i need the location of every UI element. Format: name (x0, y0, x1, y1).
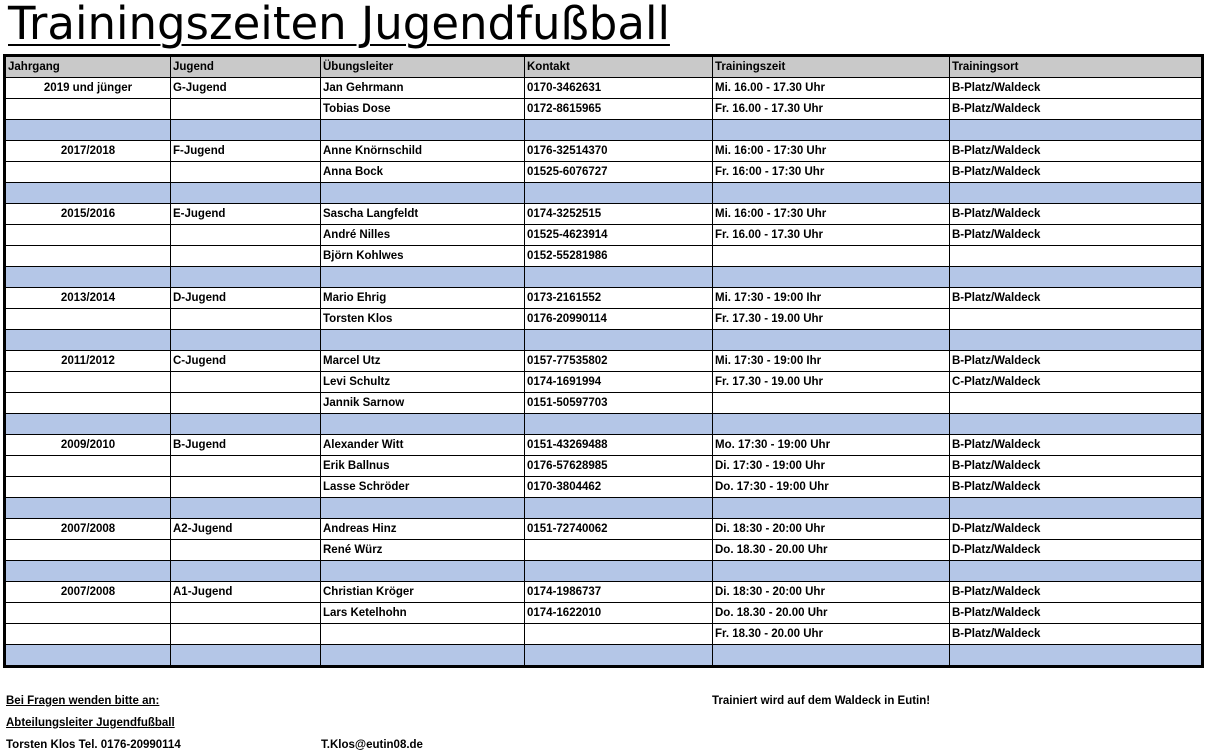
cell-jugend (171, 372, 321, 393)
separator-cell (525, 498, 713, 519)
cell-jahrgang (6, 99, 171, 120)
cell-kontakt: 0174-3252515 (525, 204, 713, 225)
table-row (6, 435, 1202, 456)
separator-cell (950, 183, 1202, 204)
separator-cell (713, 498, 950, 519)
cell-jahrgang (6, 603, 171, 624)
cell-trainingsort: B-Platz/Waldeck (950, 603, 1202, 624)
cell-trainingszeit: Do. 18.30 - 20.00 Uhr (713, 540, 950, 561)
cell-kontakt: 0151-50597703 (525, 393, 713, 414)
cell-kontakt: 0151-43269488 (525, 435, 713, 456)
table-row (6, 225, 1202, 246)
cell-jahrgang (6, 372, 171, 393)
cell-jahrgang (6, 309, 171, 330)
cell-kontakt: 01525-4623914 (525, 225, 713, 246)
cell-jahrgang: 2017/2018 (6, 141, 171, 162)
cell-kontakt: 0151-72740062 (525, 519, 713, 540)
cell-jahrgang (6, 624, 171, 645)
cell-jugend: D-Jugend (171, 288, 321, 309)
cell-trainingsort: B-Platz/Waldeck (950, 477, 1202, 498)
cell-jahrgang: 2007/2008 (6, 519, 171, 540)
cell-trainingszeit: Di. 17:30 - 19:00 Uhr (713, 456, 950, 477)
cell-jugend (171, 246, 321, 267)
separator-cell (525, 561, 713, 582)
cell-jahrgang: 2019 und jünger (6, 78, 171, 99)
cell-trainingszeit: Mo. 17:30 - 19:00 Uhr (713, 435, 950, 456)
separator-cell (713, 267, 950, 288)
cell-uebungsleiter: Alexander Witt (321, 435, 525, 456)
cell-uebungsleiter: Tobias Dose (321, 99, 525, 120)
separator-cell (171, 561, 321, 582)
training-table (3, 54, 1204, 668)
cell-kontakt: 0176-57628985 (525, 456, 713, 477)
cell-jahrgang (6, 225, 171, 246)
separator-cell (6, 498, 171, 519)
table-row (6, 141, 1202, 162)
cell-jugend (171, 456, 321, 477)
separator-cell (525, 267, 713, 288)
cell-jugend (171, 624, 321, 645)
table-row (6, 99, 1202, 120)
separator-cell (6, 120, 171, 141)
cell-kontakt: 0173-2161552 (525, 288, 713, 309)
cell-jugend (171, 393, 321, 414)
cell-trainingsort: B-Platz/Waldeck (950, 624, 1202, 645)
cell-kontakt: 0170-3462631 (525, 78, 713, 99)
separator-cell (713, 645, 950, 666)
separator-cell (6, 645, 171, 666)
cell-jahrgang: 2013/2014 (6, 288, 171, 309)
separator-cell (950, 120, 1202, 141)
cell-jugend (171, 477, 321, 498)
cell-kontakt: 0176-32514370 (525, 141, 713, 162)
group-separator-row (6, 330, 1202, 351)
separator-cell (713, 414, 950, 435)
cell-trainingszeit (713, 393, 950, 414)
cell-uebungsleiter: Erik Ballnus (321, 456, 525, 477)
cell-uebungsleiter: Anne Knörnschild (321, 141, 525, 162)
cell-jugend (171, 309, 321, 330)
separator-cell (321, 645, 525, 666)
cell-trainingszeit: Mi. 16:00 - 17:30 Uhr (713, 204, 950, 225)
cell-uebungsleiter: Anna Bock (321, 162, 525, 183)
separator-cell (171, 414, 321, 435)
footer-role: Abteilungsleiter Jugendfußball (6, 717, 175, 729)
cell-trainingszeit: Mi. 17:30 - 19:00 Ihr (713, 288, 950, 309)
group-separator-row (6, 645, 1202, 666)
cell-kontakt: 0174-1691994 (525, 372, 713, 393)
cell-kontakt: 0152-55281986 (525, 246, 713, 267)
cell-jahrgang (6, 477, 171, 498)
header-kontakt: Kontakt (525, 57, 713, 78)
cell-jugend: F-Jugend (171, 141, 321, 162)
header-uebungsleiter: Übungsleiter (321, 57, 525, 78)
cell-trainingszeit: Fr. 18.30 - 20.00 Uhr (713, 624, 950, 645)
separator-cell (950, 645, 1202, 666)
cell-uebungsleiter: Lars Ketelhohn (321, 603, 525, 624)
separator-cell (713, 183, 950, 204)
group-separator-row (6, 183, 1202, 204)
cell-jugend (171, 99, 321, 120)
cell-trainingszeit: Di. 18:30 - 20:00 Uhr (713, 582, 950, 603)
cell-trainingszeit: Fr. 17.30 - 19.00 Uhr (713, 372, 950, 393)
table-row (6, 78, 1202, 99)
header-trainingsort: Trainingsort (950, 57, 1202, 78)
separator-cell (525, 645, 713, 666)
group-separator-row (6, 561, 1202, 582)
cell-jahrgang (6, 162, 171, 183)
separator-cell (321, 561, 525, 582)
cell-trainingszeit: Mi. 16:00 - 17:30 Uhr (713, 141, 950, 162)
table-row (6, 477, 1202, 498)
separator-cell (171, 330, 321, 351)
separator-cell (525, 414, 713, 435)
cell-uebungsleiter: René Würz (321, 540, 525, 561)
separator-cell (6, 561, 171, 582)
cell-kontakt: 0176-20990114 (525, 309, 713, 330)
cell-jugend: C-Jugend (171, 351, 321, 372)
table-header-row (6, 57, 1202, 78)
group-separator-row (6, 267, 1202, 288)
cell-jahrgang: 2011/2012 (6, 351, 171, 372)
separator-cell (321, 414, 525, 435)
cell-uebungsleiter: Björn Kohlwes (321, 246, 525, 267)
cell-kontakt (525, 624, 713, 645)
table-row (6, 372, 1202, 393)
cell-trainingszeit: Do. 17:30 - 19:00 Uhr (713, 477, 950, 498)
cell-uebungsleiter: Marcel Utz (321, 351, 525, 372)
separator-cell (321, 498, 525, 519)
table-row (6, 624, 1202, 645)
separator-cell (171, 645, 321, 666)
table-row (6, 519, 1202, 540)
group-separator-row (6, 498, 1202, 519)
table-row (6, 288, 1202, 309)
cell-uebungsleiter: André Nilles (321, 225, 525, 246)
cell-uebungsleiter (321, 624, 525, 645)
cell-jahrgang (6, 540, 171, 561)
cell-uebungsleiter: Torsten Klos (321, 309, 525, 330)
cell-trainingsort (950, 309, 1202, 330)
cell-jugend (171, 603, 321, 624)
cell-kontakt: 0170-3804462 (525, 477, 713, 498)
separator-cell (525, 330, 713, 351)
cell-jugend (171, 540, 321, 561)
cell-kontakt (525, 540, 713, 561)
cell-uebungsleiter: Levi Schultz (321, 372, 525, 393)
cell-uebungsleiter: Lasse Schröder (321, 477, 525, 498)
separator-cell (950, 267, 1202, 288)
cell-jahrgang (6, 456, 171, 477)
cell-trainingszeit: Fr. 17.30 - 19.00 Uhr (713, 309, 950, 330)
separator-cell (6, 330, 171, 351)
separator-cell (6, 183, 171, 204)
separator-cell (6, 414, 171, 435)
table-row (6, 603, 1202, 624)
cell-jahrgang: 2009/2010 (6, 435, 171, 456)
separator-cell (713, 330, 950, 351)
table-row (6, 204, 1202, 225)
separator-cell (171, 498, 321, 519)
separator-cell (321, 267, 525, 288)
cell-kontakt: 0174-1986737 (525, 582, 713, 603)
table-row (6, 540, 1202, 561)
cell-trainingszeit: Mi. 17:30 - 19:00 Ihr (713, 351, 950, 372)
cell-uebungsleiter: Andreas Hinz (321, 519, 525, 540)
cell-jugend (171, 225, 321, 246)
table-body (6, 57, 1202, 666)
cell-kontakt: 0157-77535802 (525, 351, 713, 372)
cell-uebungsleiter: Jannik Sarnow (321, 393, 525, 414)
table-row (6, 246, 1202, 267)
cell-jugend: A1-Jugend (171, 582, 321, 603)
cell-jahrgang: 2015/2016 (6, 204, 171, 225)
separator-cell (321, 120, 525, 141)
cell-trainingsort: B-Platz/Waldeck (950, 435, 1202, 456)
footer-questions: Bei Fragen wenden bitte an: (6, 695, 160, 707)
group-separator-row (6, 414, 1202, 435)
separator-cell (171, 267, 321, 288)
separator-cell (713, 120, 950, 141)
header-jugend: Jugend (171, 57, 321, 78)
table-row (6, 582, 1202, 603)
cell-trainingsort (950, 246, 1202, 267)
cell-trainingszeit (713, 246, 950, 267)
page-title: Trainingszeiten Jugendfußball (8, 0, 670, 50)
cell-trainingszeit: Do. 18.30 - 20.00 Uhr (713, 603, 950, 624)
separator-cell (321, 330, 525, 351)
separator-cell (950, 414, 1202, 435)
cell-trainingsort: B-Platz/Waldeck (950, 288, 1202, 309)
cell-jugend (171, 162, 321, 183)
cell-trainingsort: B-Platz/Waldeck (950, 225, 1202, 246)
cell-uebungsleiter: Jan Gehrmann (321, 78, 525, 99)
cell-trainingszeit: Mi. 16.00 - 17.30 Uhr (713, 78, 950, 99)
cell-kontakt: 0174-1622010 (525, 603, 713, 624)
cell-trainingsort: B-Platz/Waldeck (950, 78, 1202, 99)
cell-trainingsort (950, 393, 1202, 414)
table-row (6, 162, 1202, 183)
table-row (6, 351, 1202, 372)
table-row (6, 456, 1202, 477)
cell-jahrgang (6, 393, 171, 414)
separator-cell (321, 183, 525, 204)
separator-cell (950, 330, 1202, 351)
separator-cell (525, 120, 713, 141)
cell-trainingsort: B-Platz/Waldeck (950, 162, 1202, 183)
cell-trainingsort: B-Platz/Waldeck (950, 351, 1202, 372)
separator-cell (171, 120, 321, 141)
cell-trainingsort: B-Platz/Waldeck (950, 141, 1202, 162)
separator-cell (950, 498, 1202, 519)
separator-cell (6, 267, 171, 288)
table-row (6, 309, 1202, 330)
cell-kontakt: 0172-8615965 (525, 99, 713, 120)
separator-cell (713, 561, 950, 582)
cell-jugend: B-Jugend (171, 435, 321, 456)
cell-trainingszeit: Fr. 16.00 - 17.30 Uhr (713, 225, 950, 246)
cell-uebungsleiter: Christian Kröger (321, 582, 525, 603)
separator-cell (525, 183, 713, 204)
cell-trainingsort: B-Platz/Waldeck (950, 456, 1202, 477)
cell-trainingszeit: Fr. 16.00 - 17.30 Uhr (713, 99, 950, 120)
table-row (6, 393, 1202, 414)
cell-uebungsleiter: Sascha Langfeldt (321, 204, 525, 225)
cell-jugend: G-Jugend (171, 78, 321, 99)
cell-uebungsleiter: Mario Ehrig (321, 288, 525, 309)
group-separator-row (6, 120, 1202, 141)
cell-trainingszeit: Fr. 16:00 - 17:30 Uhr (713, 162, 950, 183)
header-jahrgang: Jahrgang (6, 57, 171, 78)
footer-contact: Torsten Klos Tel. 0176-20990114 (6, 739, 181, 751)
separator-cell (950, 561, 1202, 582)
cell-jahrgang (6, 246, 171, 267)
separator-cell (171, 183, 321, 204)
cell-trainingsort: B-Platz/Waldeck (950, 582, 1202, 603)
cell-jahrgang: 2007/2008 (6, 582, 171, 603)
cell-trainingsort: C-Platz/Waldeck (950, 372, 1202, 393)
cell-trainingsort: D-Platz/Waldeck (950, 540, 1202, 561)
cell-jugend: A2-Jugend (171, 519, 321, 540)
footer-email: T.Klos@eutin08.de (321, 739, 423, 751)
cell-trainingsort: B-Platz/Waldeck (950, 99, 1202, 120)
cell-trainingszeit: Di. 18:30 - 20:00 Uhr (713, 519, 950, 540)
cell-trainingsort: D-Platz/Waldeck (950, 519, 1202, 540)
footer-note: Trainiert wird auf dem Waldeck in Eutin! (712, 695, 931, 707)
cell-jugend: E-Jugend (171, 204, 321, 225)
cell-trainingsort: B-Platz/Waldeck (950, 204, 1202, 225)
header-trainingszeit: Trainingszeit (713, 57, 950, 78)
cell-kontakt: 01525-6076727 (525, 162, 713, 183)
